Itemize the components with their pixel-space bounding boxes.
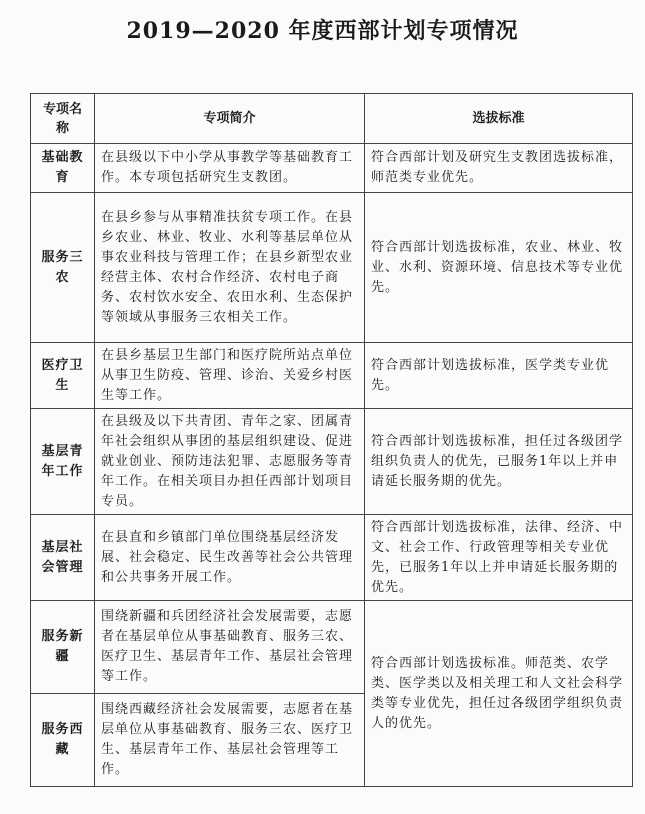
program-intro: 在县乡基层卫生部门和医疗院所站点单位从事卫生防疫、管理、诊治、关爱乡村医生等工作。 (95, 343, 365, 409)
table-row (31, 409, 633, 515)
table-row (31, 144, 633, 193)
program-name: 医疗卫生 (31, 343, 95, 409)
program-intro: 围绕新疆和兵团经济社会发展需要，志愿者在基层单位从事基础教育、服务三农、医疗卫生、基层青年工作、基层社会管理等工作。 (95, 601, 365, 694)
program-name: 基层青年工作 (31, 409, 95, 515)
program-intro: 在县级以下中小学从事教学等基础教育工作。本专项包括研究生支教团。 (95, 144, 365, 193)
program-name: 基层社会管理 (31, 515, 95, 601)
selection-standard: 符合西部计划选拔标准，法律、经济、中文、社会工作、行政管理等相关专业优先，已服务1年以上并申请延长服务期的优先。 (365, 515, 633, 601)
table-row (31, 193, 633, 343)
program-intro: 围绕西藏经济社会发展需要，志愿者在基层单位从事基础教育、服务三农、医疗卫生、基层青年工作、基层社会管理等工作。 (95, 694, 365, 787)
program-name: 服务西藏 (31, 694, 95, 787)
program-name: 服务三农 (31, 193, 95, 343)
table-header-row (31, 94, 633, 144)
programs-table (30, 93, 633, 787)
program-name: 基础教育 (31, 144, 95, 193)
header-program-name: 专项名称 (31, 94, 95, 144)
selection-standard: 符合西部计划选拔标准。师范类、农学类、医学类以及相关理工和人文社会科学类等专业优先，担任过各级团学组织负责人的优先。 (365, 601, 633, 787)
program-intro: 在县直和乡镇部门单位围绕基层经济发展、社会稳定、民生改善等社会公共管理和公共事务开展工作。 (95, 515, 365, 601)
program-name: 服务新疆 (31, 601, 95, 694)
program-intro: 在县级及以下共青团、青年之家、团属青年社会组织从事团的基层组织建设、促进就业创业、预防违法犯罪、志愿服务等青年工作。在相关项目办担任西部计划项目专员。 (95, 409, 365, 515)
table-row (31, 343, 633, 409)
header-program-intro: 专项简介 (95, 94, 365, 144)
selection-standard: 符合西部计划及研究生支教团选拔标准，师范类专业优先。 (365, 144, 633, 193)
table-row (31, 515, 633, 601)
program-intro: 在县乡参与从事精准扶贫专项工作。在县乡农业、林业、牧业、水利等基层单位从事农业科技与管理工作；在县乡新型农业经营主体、农村合作经济、农村电子商务、农村饮水安全、农田水利、生态保护等领域从事服务三农相关工作。 (95, 193, 365, 343)
document-title: 2019—2020 年度西部计划专项情况 (126, 18, 519, 44)
selection-standard: 符合西部计划选拔标准，担任过各级团学组织负责人的优先，已服务1年以上并申请延长服务期的优先。 (365, 409, 633, 515)
header-selection-standard: 选拔标准 (365, 94, 633, 144)
selection-standard: 符合西部计划选拔标准，农业、林业、牧业、水利、资源环境、信息技术等专业优先。 (365, 193, 633, 343)
selection-standard: 符合西部计划选拔标准，医学类专业优先。 (365, 343, 633, 409)
table-row (31, 601, 633, 694)
